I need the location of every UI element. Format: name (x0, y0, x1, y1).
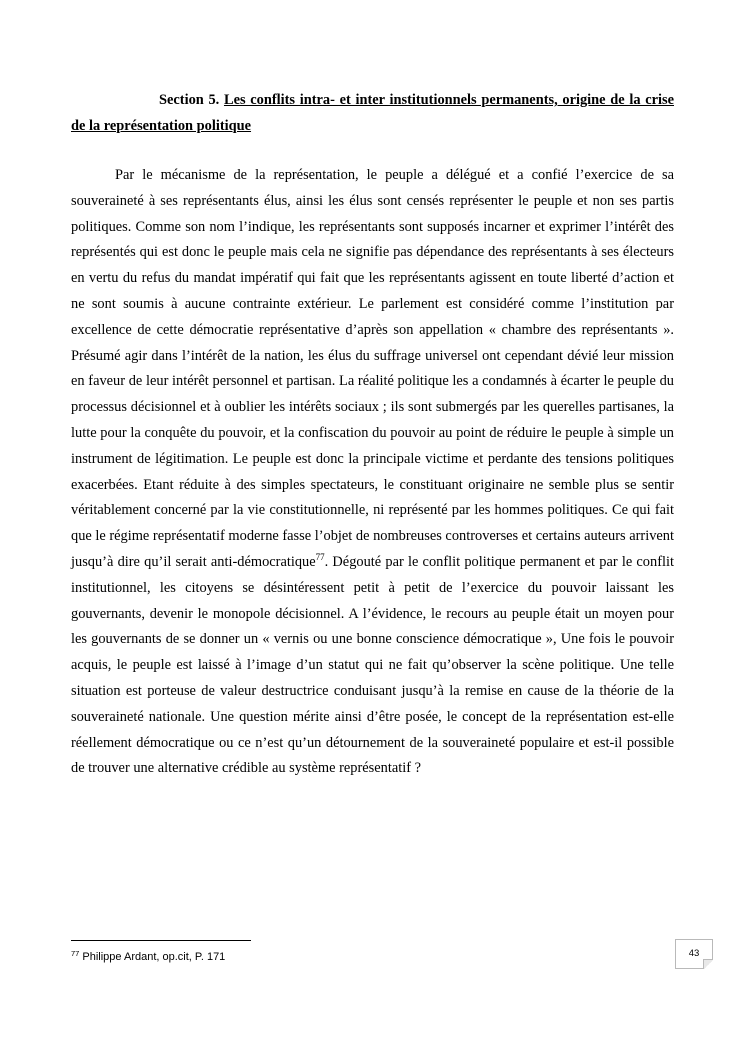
section-heading (71, 87, 674, 139)
paragraph-text-part-1: Par le mécanisme de la représentation, le peuple a délégué et a confié l’exercice de sa souveraineté à ses représentants élus, ainsi les élus sont censés représenter le peuple et non ses partis politiques. Comme son nom l’indique, les représentants sont supposés incarner et exprimer l’intérêt des représentés qui est donc le peuple mais cela ne signifie pas dépendance des représentants à ses électeurs en vertu du refus du mandat impératif qui fait que les représentants agissent en toute liberté d’action et ne sont soumis à aucune contrainte extérieur. Le parlement est considéré comme l’institution par excellence de cette démocratie représentative d’après son appellation « chambre des représentants ». Présumé agir dans l’intérêt de la nation, les élus du suffrage universel ont cependant dévié leur mission en faveur de leur intérêt personnel et partisan. La réalité politique les a condamnés à écarter le peuple du processus décisionnel et à oublier les intérêts sociaux ; ils sont submergés par les querelles partisanes, la lutte pour la conquête du pouvoir, et la confiscation du pouvoir au point de réduire le peuple à simple un instrument de légitimation. Le peuple est donc la principale victime et perdante des tensions politiques exacerbées. Etant réduite à des simples spectateurs, le constituant originaire ne semble plus se sentir véritablement concerné par la vie constitutionnelle, ni représenté par les hommes politiques. Ce qui fait que le régime représentatif moderne fasse l’objet de nombreuses controverses et certains auteurs arrivent jusqu’à dire qu’il serait anti-démocratique (71, 167, 674, 570)
footnote (71, 950, 225, 964)
section-label: Section 5. (159, 92, 224, 108)
page-number-box (675, 939, 713, 969)
page-curl-icon (703, 959, 713, 969)
section-title: Les conflits intra- et inter institutionnels permanents, origine de la crise de la représentation politique (71, 92, 674, 134)
paragraph-text-part-2: . Dégouté par le conflit politique permanent et par le conflit institutionnel, les citoyens se désintéressent petit à petit de l’exercice du pouvoir laissant les gouvernants, devenir le monopole décisionnel. A l’évidence, le recours au peuple était un moyen pour les gouvernants de se donner un « vernis ou une bonne conscience démocratique », Une fois le pouvoir acquis, le peuple est laissé à l’image d’un statut qui ne fait qu’observer la scène politique. Une telle situation est porteuse de valeur destructrice conduisant jusqu’à la remise en cause de la théorie de la souveraineté nationale. Une question mérite ainsi d’être posée, le concept de la représentation est-elle réellement démocratique ou ce n’est qu’un détournement de la souveraineté populaire et est-il possible de trouver une alternative crédible au système représentatif ? (71, 553, 674, 777)
footnote-reference[interactable]: 77 (315, 551, 325, 562)
body-paragraph (71, 163, 674, 782)
footnote-number: 77 (71, 949, 80, 958)
footnote-text: Philippe Ardant, op.cit, P. 171 (79, 951, 226, 963)
footnote-separator (71, 940, 251, 941)
page-number: 43 (688, 948, 700, 959)
